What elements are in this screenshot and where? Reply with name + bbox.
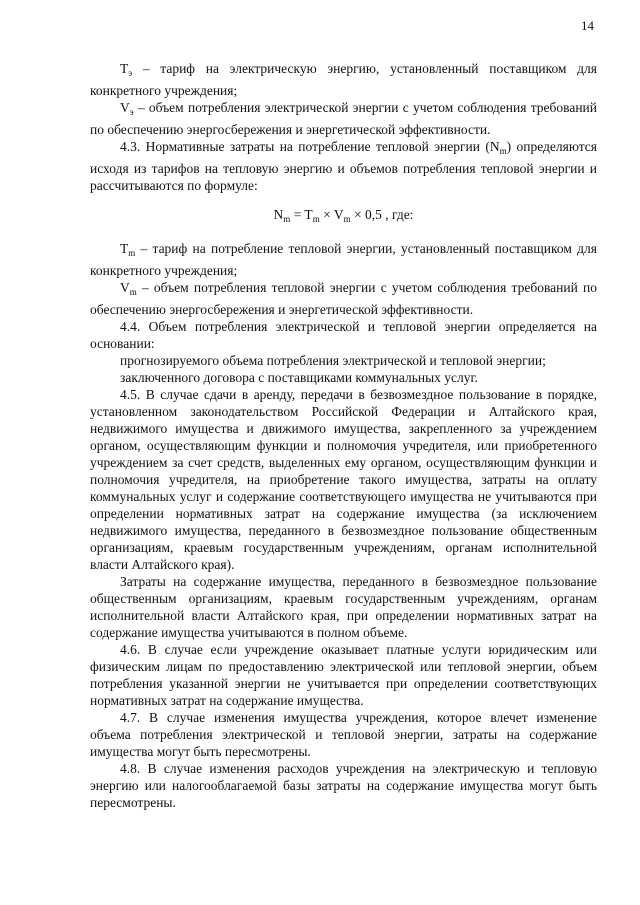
paragraph-4-7: 4.7. В случае изменения имущества учреждения, которое влечет изменение объема потребления электрической и тепловой энергии, затраты на содержание имущества могут быть пересмотрены. [90,710,597,759]
definition-vm [90,279,597,318]
definition-text: – тариф на потребление тепловой энергии, установленный поставщиком для конкретного учреждения; [90,241,597,278]
definition-text: – тариф на электрическую энергию, установленный поставщиком для конкретного учреждения; [90,61,597,98]
formula-times: × V [319,207,344,222]
paragraph-4-5-b: Затраты на содержание имущества, переданного в безвозмездное пользование общественным организациям, краевым государственным учреждениям, органам исполнительной власти Алтайского края, при определении нормативных затрат на содержание имущества учитываются в полном объеме. [90,574,597,640]
paragraph-4-3 [90,138,597,194]
paragraph-4-4-item-a: прогнозируемого объема потребления электрической и тепловой энергии; [120,353,546,368]
formula-n: N [273,207,284,222]
paragraph-4-5: 4.5. В случае сдачи в аренду, передачи в безвозмездное пользование в порядке, установленном законодательством Российской Федерации и Алтайского края, недвижимого имущества и движимого имущества, закрепленного за учреждением органом, осуществляющим функции и полномочия учредителя, или приобретенного учреждением за счет средств, выделенных ему органом, осуществляющим функции и полномочия учредителя, на приобретение такого имущества, затраты на оплату коммунальных услуг и содержание соответствующего имущества не учитываются при определении нормативных затрат на содержание имущества (за исключением недвижимого имущества, переданного в безвозмездное пользование общественным организациям, краевым государственным учреждениям, органам исполнительной власти Алтайского края). [90,387,597,572]
subscript: m [129,287,137,297]
symbol-v: V [120,280,130,295]
definition-text: – объем потребления электрической энергии с учетом соблюдения требований по обеспечению энергосбережения и энергетической эффективности. [90,100,597,137]
paragraph-4-4: 4.4. Объем потребления электрической и тепловой энергии определяется на основании: [90,319,597,351]
paragraph-4-6: 4.6. В случае если учреждение оказывает платные услуги юридическим или физическим лицам по предоставлению электрической или тепловой энергии, объем потребления указанной энергии не учитывается при определении соответствующих нормативных затрат на содержание имущества. [90,642,597,708]
paragraph-4-4-item-b: заключенного договора с поставщиками коммунальных услуг. [120,370,478,385]
document-body [90,60,597,811]
symbol-t: T [120,241,129,256]
subscript: m [128,248,136,258]
definition-te [90,60,597,99]
subscript: m [312,214,320,224]
formula-eq: = T [290,207,313,222]
page-number: 14 [581,18,594,33]
subscript: э [129,107,134,117]
subscript: m [343,214,351,224]
subscript: m [499,146,507,156]
formula-rest: × 0,5 , где: [350,207,414,222]
formula [90,206,597,228]
symbol-v: V [120,100,130,115]
paragraph-text: 4.3. Нормативные затраты на потребление тепловой энергии (N [120,139,500,154]
symbol-t: T [120,61,129,76]
subscript: э [128,68,133,78]
paragraph-text: ) определяются исходя из тарифов на тепловую энергию и объемов потребления тепловой энергии и рассчитываются по формуле: [90,139,598,193]
subscript: m [283,214,291,224]
definition-ve [90,99,597,138]
definition-text: – объем потребления тепловой энергии с учетом соблюдения требований по обеспечению энергосбережения и энергетической эффективности. [90,280,597,317]
paragraph-4-8: 4.8. В случае изменения расходов учреждения на электрическую и тепловую энергию или налогооблагаемой базы затраты на содержание имущества могут быть пересмотрены. [90,761,597,810]
definition-tm [90,240,597,279]
